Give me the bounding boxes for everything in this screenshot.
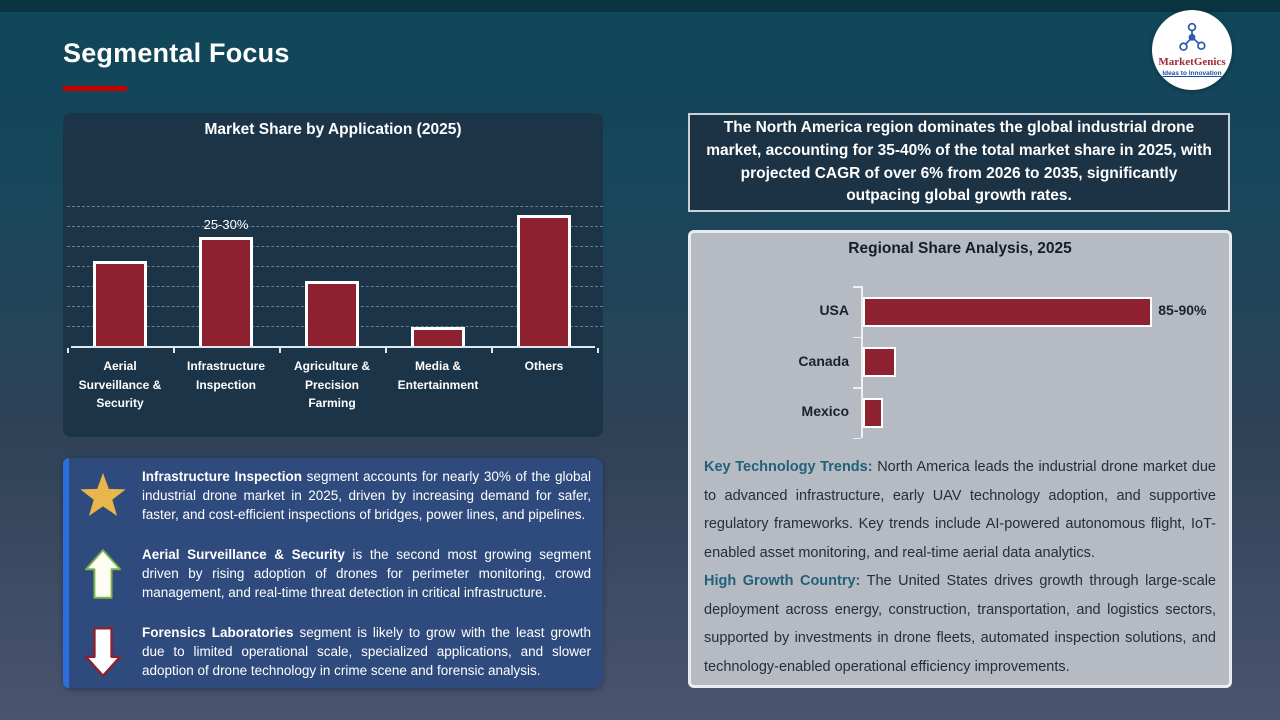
category-label: Others bbox=[524, 359, 564, 373]
application-chart-categories bbox=[67, 357, 597, 413]
application-chart-panel bbox=[63, 113, 603, 437]
marketgenics-logo bbox=[1152, 10, 1232, 90]
star-icon bbox=[78, 472, 128, 519]
y-axis-tick bbox=[853, 387, 861, 389]
regional-chart-title: Regional Share Analysis, 2025 bbox=[848, 240, 1072, 257]
up-arrow-icon-wrap bbox=[77, 548, 129, 600]
application-bar bbox=[305, 281, 359, 347]
application-chart-title: Market Share by Application (2025) bbox=[204, 121, 462, 138]
insight-items bbox=[77, 467, 591, 680]
paragraph-text: North America leads the industrial drone market due to advanced infrastructure, early UAV technology adoption, and supportive regulatory frameworks. Key trends include AI-powered autonomous flight, IoT-enabled asset monitoring, and real-time aerial data analytics. bbox=[704, 459, 1216, 561]
paragraph-lead: Key Technology Trends: bbox=[704, 459, 873, 475]
blue-accent-bar bbox=[63, 458, 69, 688]
y-axis-tick bbox=[853, 286, 861, 288]
regional-analysis-panel bbox=[688, 230, 1232, 688]
category-label: Media & Entertainment bbox=[397, 359, 479, 392]
x-axis-tick bbox=[597, 348, 599, 353]
x-axis-line bbox=[71, 346, 595, 348]
highlight-text: The North America region dominates the global industrial drone market, accounting for 35-40% of the total market share in 2025, with projected CAGR of over 6% from 2026 to 2035, significantly outpacing global growth rates. bbox=[706, 118, 1212, 205]
down-arrow-icon-wrap bbox=[77, 626, 129, 678]
application-bar bbox=[411, 327, 465, 347]
x-axis-tick bbox=[279, 348, 281, 353]
insight-item bbox=[77, 623, 591, 680]
y-axis-tick bbox=[853, 438, 861, 440]
logo-tagline: Ideas to Innovation bbox=[1162, 69, 1222, 77]
insight-text bbox=[142, 623, 591, 680]
logo-name: MarketGenics bbox=[1158, 55, 1226, 68]
top-accent-bar bbox=[0, 0, 1280, 12]
north-america-highlight-box bbox=[688, 113, 1230, 212]
regional-paragraph bbox=[704, 567, 1216, 681]
insight-item bbox=[77, 545, 591, 602]
x-axis-tick bbox=[491, 348, 493, 353]
x-axis-tick bbox=[385, 348, 387, 353]
region-bar bbox=[863, 398, 883, 428]
region-label: USA bbox=[819, 302, 849, 318]
application-bar bbox=[199, 237, 253, 347]
down-arrow-icon bbox=[84, 626, 122, 678]
insight-lead: Forensics Laboratories bbox=[142, 625, 294, 640]
insight-body: segment is likely to grow with the least growth due to limited operational scale, specialized applications, and slower adoption of drone technology in crime scene and forensic analysis. bbox=[142, 625, 591, 678]
paragraph-lead: High Growth Country: bbox=[704, 573, 861, 589]
page-title: Segmental Focus bbox=[63, 38, 290, 68]
insight-lead: Aerial Surveillance & Security bbox=[142, 547, 345, 562]
region-label: Canada bbox=[798, 352, 849, 369]
bar-value-label: 85-90% bbox=[1158, 302, 1207, 318]
molecule-icon bbox=[1172, 22, 1212, 56]
category-label: Aerial Surveillance & Security bbox=[78, 359, 162, 411]
region-bar bbox=[863, 347, 896, 377]
title-underline bbox=[63, 86, 127, 91]
y-axis-tick bbox=[853, 337, 861, 339]
region-label: Mexico bbox=[801, 403, 849, 419]
star-icon-wrap bbox=[77, 472, 129, 519]
bar-data-label: 25-30% bbox=[203, 217, 249, 232]
region-bar bbox=[863, 297, 1152, 327]
insight-text bbox=[142, 467, 591, 524]
insight-body: is the second most growing segment driven by rising adoption of drones for perimeter monitoring, crowd management, and real-time threat detection in critical infrastructure. bbox=[142, 547, 591, 600]
x-axis-tick bbox=[173, 348, 175, 353]
segment-insights-box bbox=[63, 458, 603, 688]
regional-paragraphs bbox=[704, 453, 1216, 681]
insight-body: segment accounts for nearly 30% of the global industrial drone market in 2025, driven by increasing demand for safer, faster, and cost-efficient inspections of bridges, power lines, and pipelines. bbox=[142, 469, 591, 522]
paragraph-text: The United States drives growth through large-scale deployment across energy, construction, transportation, and logistics sectors, supported by investments in drone fleets, automated inspection solutions, and technology-enabled operational efficiency improvements. bbox=[704, 573, 1217, 675]
category-label: Infrastructure Inspection bbox=[186, 359, 266, 392]
regional-chart-plot bbox=[691, 286, 1229, 444]
application-chart-plot bbox=[67, 207, 597, 347]
insight-text bbox=[142, 545, 591, 602]
category-label: Agriculture & Precision Farming bbox=[293, 359, 370, 411]
up-arrow-icon bbox=[84, 548, 122, 600]
application-bar bbox=[517, 215, 571, 347]
insight-item bbox=[77, 467, 591, 524]
gridline bbox=[67, 206, 603, 207]
application-bar bbox=[93, 261, 147, 347]
x-axis-tick bbox=[67, 348, 69, 353]
regional-paragraph bbox=[704, 453, 1216, 567]
insight-lead: Infrastructure Inspection bbox=[142, 469, 302, 484]
